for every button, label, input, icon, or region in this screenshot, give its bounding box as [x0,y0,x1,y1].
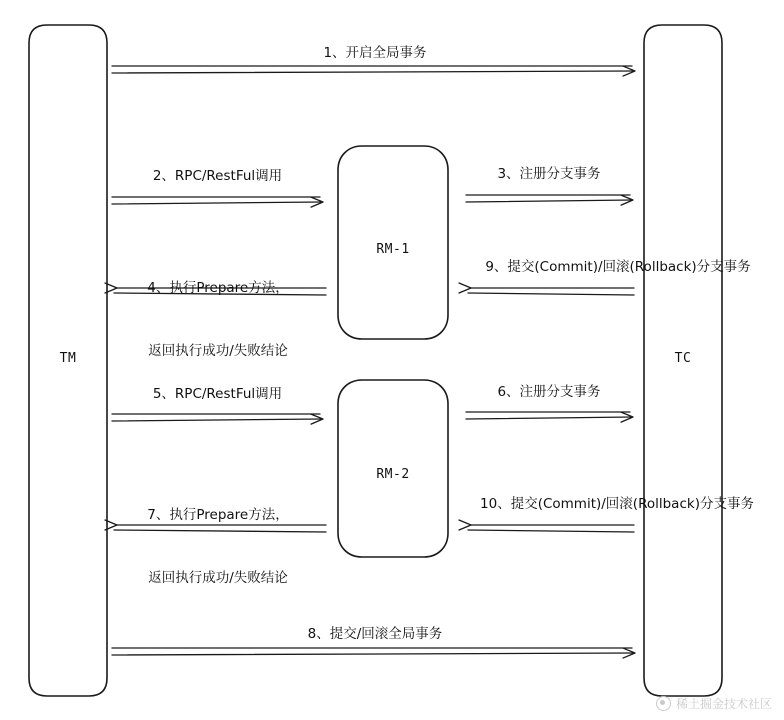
lane-label-tm: TM [59,351,77,366]
node-label-rm1: RM-1 [376,242,410,257]
message-label-10: 10、提交(Commit)/回滚(Rollback)分支事务 [480,496,754,512]
watermark-logo-icon [656,696,671,711]
message-label-4 [108,236,328,403]
arrow-10-commit-rollback-rm2 [468,525,634,532]
message-label-6: 6、注册分支事务 [497,384,601,400]
watermark-text: 稀土掘金技术社区 [675,697,772,711]
node-label-rm2: RM-2 [376,467,410,482]
message-label-1: 1、开启全局事务 [323,45,427,61]
watermark [656,695,772,712]
lane-label-tc: TC [674,351,692,366]
message-label-5: 5、RPC/RestFul调用 [152,386,283,402]
arrow-8-commit-rollback-global [112,648,634,655]
message-label-7 [108,463,328,630]
message-label-8: 8、提交/回滚全局事务 [307,626,443,642]
message-label-7-line2: 返回执行成功/失败结论 [148,569,288,586]
arrow-1-open-global-transaction [112,66,634,73]
arrow-5-rpc-call-rm2 [112,414,322,421]
arrow-9-commit-rollback-rm1 [468,288,634,295]
message-label-9: 9、提交(Commit)/回滚(Rollback)分支事务 [485,259,751,275]
message-label-4-line2: 返回执行成功/失败结论 [148,342,288,359]
message-label-7-line1: 7、执行Prepare方法， [147,506,289,523]
message-label-3: 3、注册分支事务 [497,166,601,182]
message-label-4-line1: 4、执行Prepare方法， [147,279,289,296]
arrow-3-register-branch-rm1 [466,195,632,202]
arrow-2-rpc-call-rm1 [112,197,322,204]
message-label-2: 2、RPC/RestFul调用 [152,168,283,184]
arrow-6-register-branch-rm2 [466,412,632,419]
